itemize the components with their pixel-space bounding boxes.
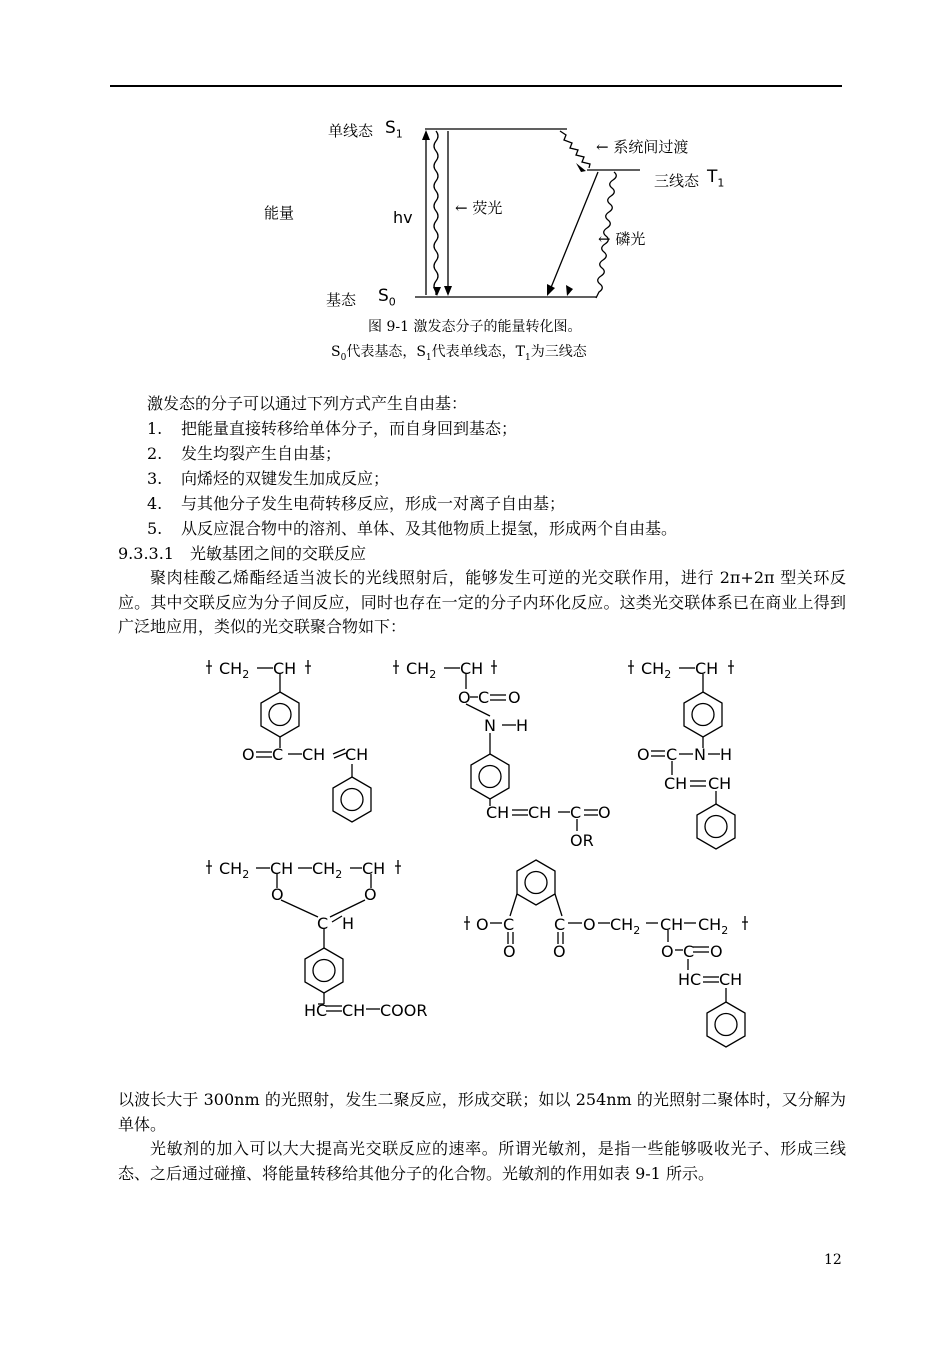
label-o: O [553,942,566,961]
label-ch2: $CH_2$ [312,859,343,881]
page-number: 12 [824,1252,842,1268]
label-ch: CH [342,1001,366,1020]
label-ch2: $CH_2$ [610,915,641,937]
label-ch: CH [660,915,684,934]
label-ch: CH [719,970,743,989]
label-coor: COOR [380,1001,428,1020]
label-o: O [583,915,596,934]
hv-label: hv [393,208,413,227]
label-ch2: $CH_2$ [219,859,250,881]
label-o: O [661,942,674,961]
label-o: O [503,942,516,961]
label-c: C [317,914,329,933]
label-ch: CH [302,745,326,764]
label-o: O [242,745,255,764]
label-o: O [508,688,521,707]
label-c: C [503,915,515,934]
label-ch: CH [486,803,510,822]
t1-symbol: $T_1$ [707,167,725,190]
label-o: O [271,885,284,904]
label-ch2: $CH_2$ [219,659,250,681]
label-o: O [476,915,489,934]
label-n: N [694,745,706,764]
label-ch2: $CH_2$ [698,915,729,937]
phosphorescence-label: ← 磷光 [598,230,646,248]
intro-text: 激发态的分子可以通过下列方式产生自由基： [147,394,468,413]
paragraph-2: 以波长大于 300nm 的光照射，发生二聚反应，形成交联；如以 254nm 的光照射二聚体时，又分解为单体。 [118,1090,846,1134]
label-h: H [516,716,529,735]
label-c: C [683,942,695,961]
label-ch: CH [270,859,294,878]
label-ch: CH [273,659,297,678]
label-h: H [720,745,733,764]
label-o: O [637,745,650,764]
label-ch: CH [695,659,719,678]
figure-caption: 图 9-1 激发态分子的能量转化图。 [368,319,582,335]
label-o: O [598,803,611,822]
list-item: 1. 把能量直接转移给单体分子，而自身回到基态； [147,419,518,438]
label-ch: CH [708,774,732,793]
s1-label: 单线态 [328,122,374,140]
section-heading: 9.3.3.1 光敏基团之间的交联反应 [118,544,366,563]
s0-label: 基态 [326,291,357,309]
structure-a [206,660,371,822]
label-o: O [458,688,471,707]
paragraph-3: 光敏剂的加入可以大大提高光交联反应的速率。所谓光敏剂，是指一些能够吸收光子、形成三线态、之后通过碰撞、将能量转移给其他分子的化合物。光敏剂的作用如表 9-1 所示。 [118,1139,846,1183]
label-c: C [570,803,582,822]
isc-label: ← 系统间过渡 [596,138,689,156]
energy-label: 能量 [264,204,295,222]
s0-symbol: $S_0$ [378,286,396,309]
list-item: 2. 发生均裂产生自由基； [147,444,342,463]
t1-label: 三线态 [654,172,700,190]
label-or: OR [570,831,594,850]
label-c: C [272,745,284,764]
label-ch: CH [362,859,386,878]
label-c: C [666,745,678,764]
list-item: 4. 与其他分子发生电荷转移反应，形成一对离子自由基； [147,494,566,513]
label-hc: HC [678,970,702,989]
label-ch: CH [664,774,688,793]
s1-symbol: $S_1$ [385,118,403,141]
label-ch2: $CH_2$ [641,659,672,681]
energy-diagram-lines [0,0,952,310]
list-item: 5. 从反应混合物中的溶剂、单体、及其他物质上提氢，形成两个自由基。 [147,519,678,538]
figure-caption-note: $S_0$代表基态，$S_1$代表单线态，$T_1$为三线态 [331,344,587,363]
label-c: C [478,688,490,707]
label-o: O [710,942,723,961]
label-ch2: $CH_2$ [406,659,437,681]
label-h: H [342,914,355,933]
list-item: 3. 向烯烃的双键发生加成反应； [147,469,390,488]
label-c: C [554,915,566,934]
fluorescence-label: ← 荧光 [455,199,503,217]
paragraph-1: 聚肉桂酸乙烯酯经适当波长的光线照射后，能够发生可逆的光交联作用，进行 2π+2π 型关环反应。其中交联反应为分子间反应，同时也存在一定的分子内环化反应。这类光交联体系已在商业上得到广泛地应用，类似的光交联聚合物如下： [118,568,846,636]
label-o: O [364,885,377,904]
label-ch: CH [460,659,484,678]
label-ch: CH [345,745,369,764]
label-hc: HC [304,1001,328,1020]
structure-d [206,860,401,1011]
label-n: N [484,716,496,735]
polymer-structures [0,640,952,1060]
label-ch: CH [528,803,552,822]
